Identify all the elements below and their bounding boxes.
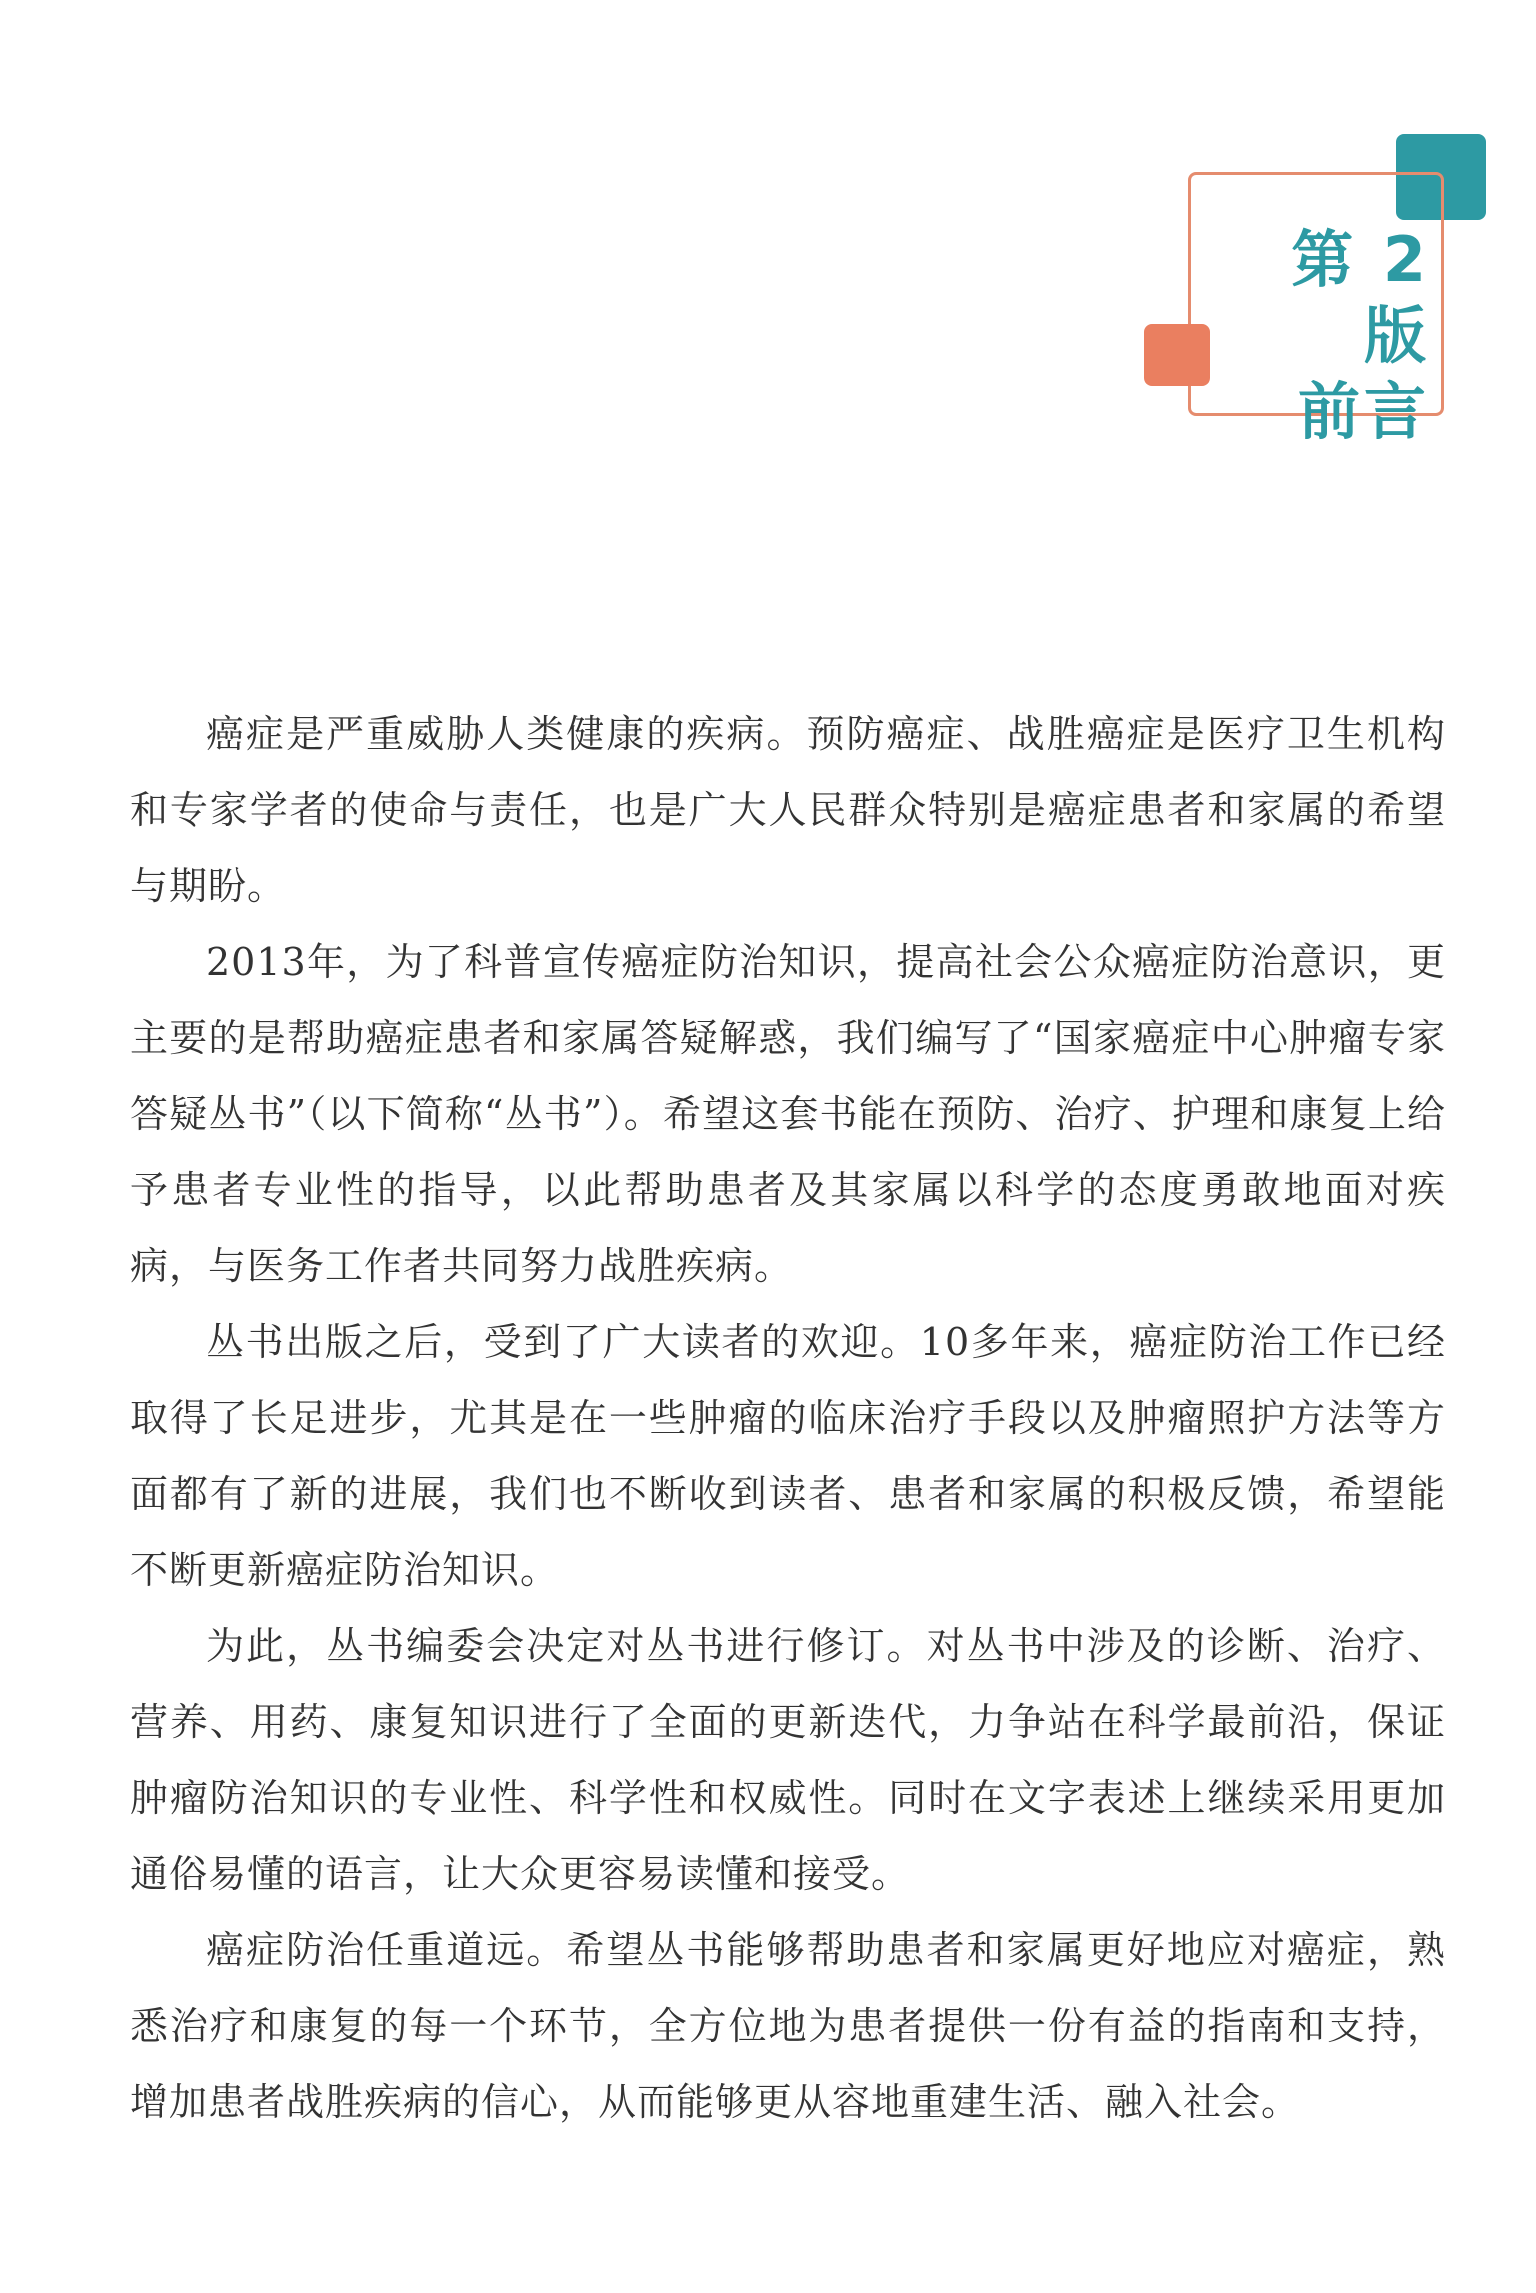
page-title-line-edition: 第 2 版 <box>1291 223 1430 372</box>
paragraph: 为此，丛书编委会决定对丛书进行修订。对丛书中涉及的诊断、治疗、营养、用药、康复知识进行了全面的更新迭代，力争站在科学最前沿，保证肿瘤防治知识的专业性、科学性和权威性。同时在文字表述上继续采用更加通俗易懂的语言，让大众更容易读懂和接受。 <box>130 1624 1446 1896</box>
page-title <box>1210 222 1430 450</box>
preface-body <box>130 696 1446 2140</box>
page-title-line-preface: 前言 <box>1297 375 1430 448</box>
paragraph: 癌症防治任重道远。希望丛书能够帮助患者和家属更好地应对癌症，熟悉治疗和康复的每一个环节，全方位地为患者提供一份有益的指南和支持，增加患者战胜疾病的信心，从而能够更从容地重建生活、融入社会。 <box>130 1928 1446 2124</box>
paragraph: 癌症是严重威胁人类健康的疾病。预防癌症、战胜癌症是医疗卫生机构和专家学者的使命与责任，也是广大人民群众特别是癌症患者和家属的希望与期盼。 <box>130 712 1446 908</box>
paragraph: 丛书出版之后，受到了广大读者的欢迎。10多年来，癌症防治工作已经取得了长足进步，尤其是在一些肿瘤的临床治疗手段以及肿瘤照护方法等方面都有了新的进展，我们也不断收到读者、患者和家属的积极反馈，希望能不断更新癌症防治知识。 <box>130 1320 1446 1592</box>
paragraph: 2013年，为了科普宣传癌症防治知识，提高社会公众癌症防治意识，更主要的是帮助癌症患者和家属答疑解惑，我们编写了“国家癌症中心肿瘤专家答疑丛书”（以下简称“丛书”）。希望这套书能在预防、治疗、护理和康复上给予患者专业性的指导，以此帮助患者及其家属以科学的态度勇敢地面对疾病，与医务工作者共同努力战胜疾病。 <box>130 940 1446 1288</box>
preface-title-badge <box>1144 134 1450 448</box>
orange-square-decoration <box>1144 324 1210 386</box>
